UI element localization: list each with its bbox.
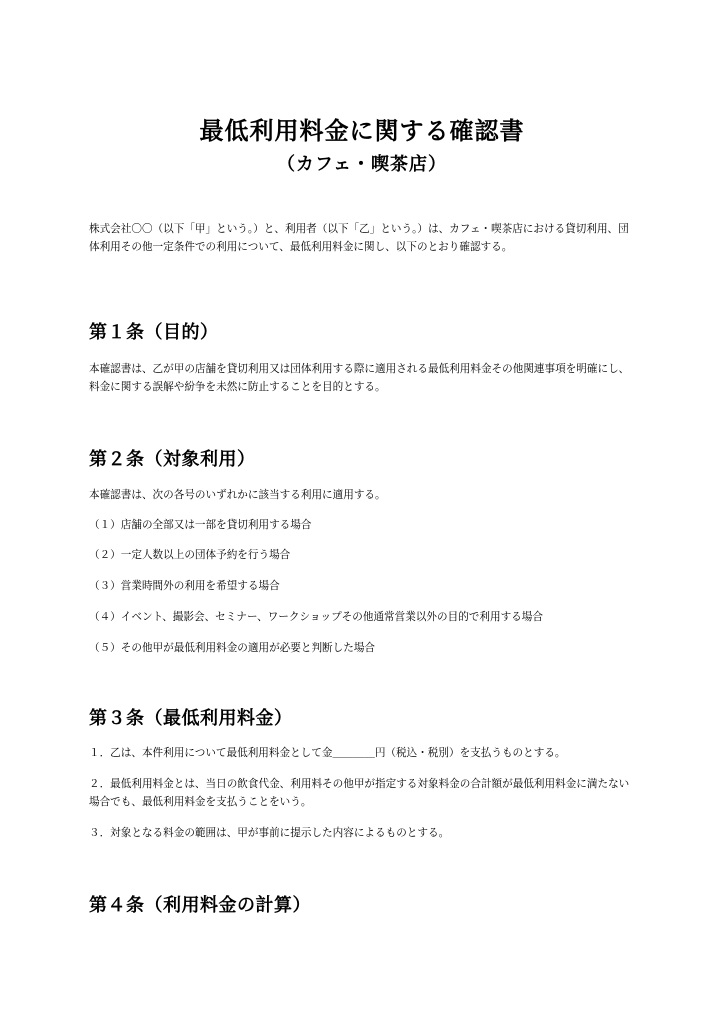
article-3-heading: 第３条（最低利用料金） xyxy=(89,708,293,729)
article-2-body: 本確認書は、次の各号のいずれかに該当する利用に適用する。 xyxy=(89,489,386,501)
document-subtitle: （カフェ・喫茶店） xyxy=(276,154,448,175)
article-2-item: （１）店舗の全部又は一部を貸切利用する場合 xyxy=(89,519,312,531)
article-3-item: ２．最低利用料金とは、当日の飲食代金、利用料その他甲が指定する対象料金の合計額が最低利用料金に満たない場合でも、最低利用料金を支払うことをいう。 xyxy=(89,778,630,808)
article-2-item: （３）営業時間外の利用を希望する場合 xyxy=(89,580,280,592)
article-4-heading: 第４条（利用料金の計算） xyxy=(89,895,311,916)
article-1-heading: 第１条（目的） xyxy=(89,322,219,343)
article-2-item: （４）イベント、撮影会、セミナー、ワークショップその他通常営業以外の目的で利用する場合 xyxy=(89,611,543,623)
document-title: 最低利用料金に関する確認書 xyxy=(199,117,525,145)
article-2-item: （５）その他甲が最低利用料金の適用が必要と判断した場合 xyxy=(89,642,376,654)
article-2-heading: 第２条（対象利用） xyxy=(89,449,256,470)
article-3-item: ３．対象となる料金の範囲は、甲が事前に提示した内容によるものとする。 xyxy=(89,827,450,839)
article-1-body: 本確認書は、乙が甲の店舗を貸切利用又は団体利用する際に適用される最低利用料金その他関連事項を明確にし、料金に関する誤解や紛争を未然に防止することを目的とする。 xyxy=(89,363,630,393)
article-3-item: １．乙は、本件利用について最低利用料金として金＿＿＿＿円（税込・税別）を支払うものとする。 xyxy=(89,747,566,759)
article-2-item: （２）一定人数以上の団体予約を行う場合 xyxy=(89,549,291,561)
intro-paragraph: 株式会社〇〇（以下「甲」という。）と、利用者（以下「乙」という。）は、カフェ・喫茶店における貸切利用、団体利用その他一定条件での利用について、最低利用料金に関し、以下のとおり確認する。 xyxy=(89,223,629,253)
